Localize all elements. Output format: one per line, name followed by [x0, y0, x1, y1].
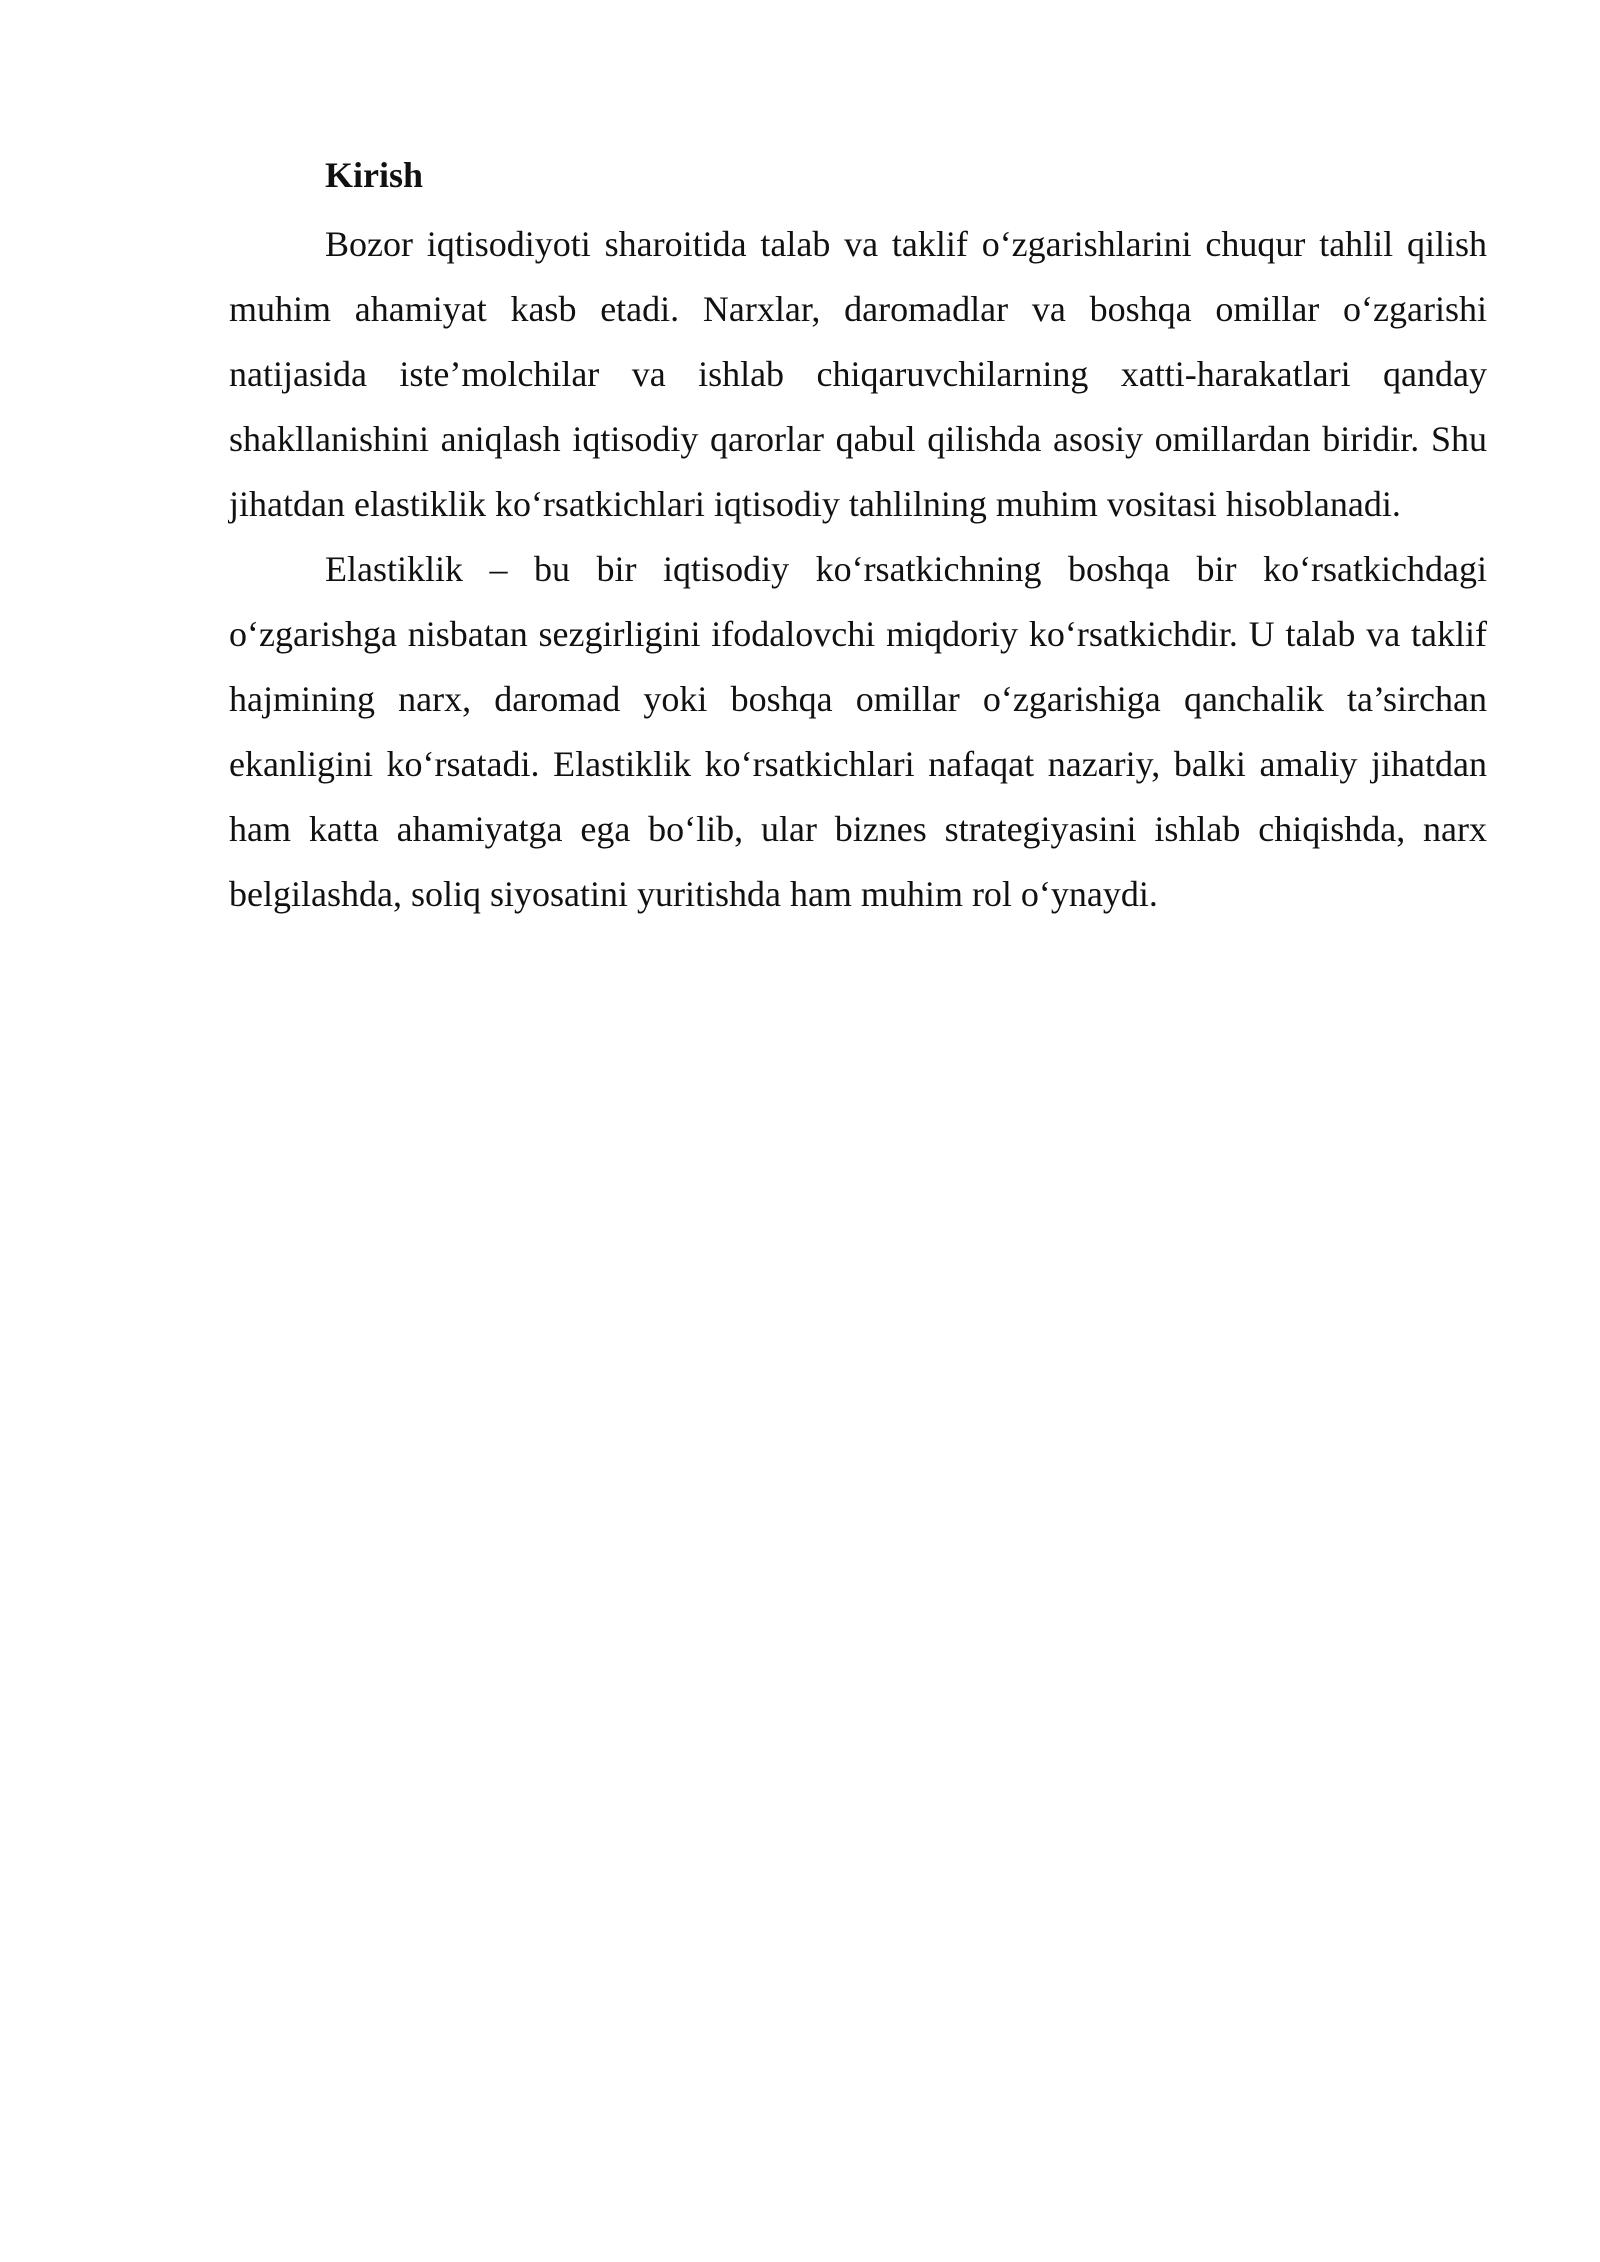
section-heading: Kirish — [325, 155, 424, 195]
document-body — [229, 148, 1487, 927]
paragraph-intro: Bozor iqtisodiyoti sharoitida talab va taklif o‘zgarishlarini chuqur tahlil qilish muhim ahamiyat kasb etadi. Narxlar, daromadlar va boshqa omillar o‘zgarishi natijasida iste’molchilar va ishlab chiqaruvchilarning xatti-harakatlari qanday shakllanishini aniqlash iqtisodiy qarorlar qabul qilishda asosiy omillardan biridir. Shu jihatdan elastiklik ko‘rsatkichlari iqtisodiy tahlilning muhim vositasi hisoblanadi. — [229, 224, 1487, 524]
paragraph-elasticity-definition: Elastiklik – bu bir iqtisodiy ko‘rsatkichning boshqa bir ko‘rsatkichdagi o‘zgarishga nisbatan sezgirligini ifodalovchi miqdoriy ko‘rsatkichdir. U talab va taklif hajmining narx, daromad yoki boshqa omillar o‘zgarishiga qanchalik ta’sirchan ekanligini ko‘rsatadi. Elastiklik ko‘rsatkichlari nafaqat nazariy, balki amaliy jihatdan ham katta ahamiyatga ega bo‘lib, ular biznes strategiyasini ishlab chiqishda, narx belgilashda, soliq siyosatini yuritishda ham muhim rol o‘ynaydi. — [229, 549, 1487, 914]
